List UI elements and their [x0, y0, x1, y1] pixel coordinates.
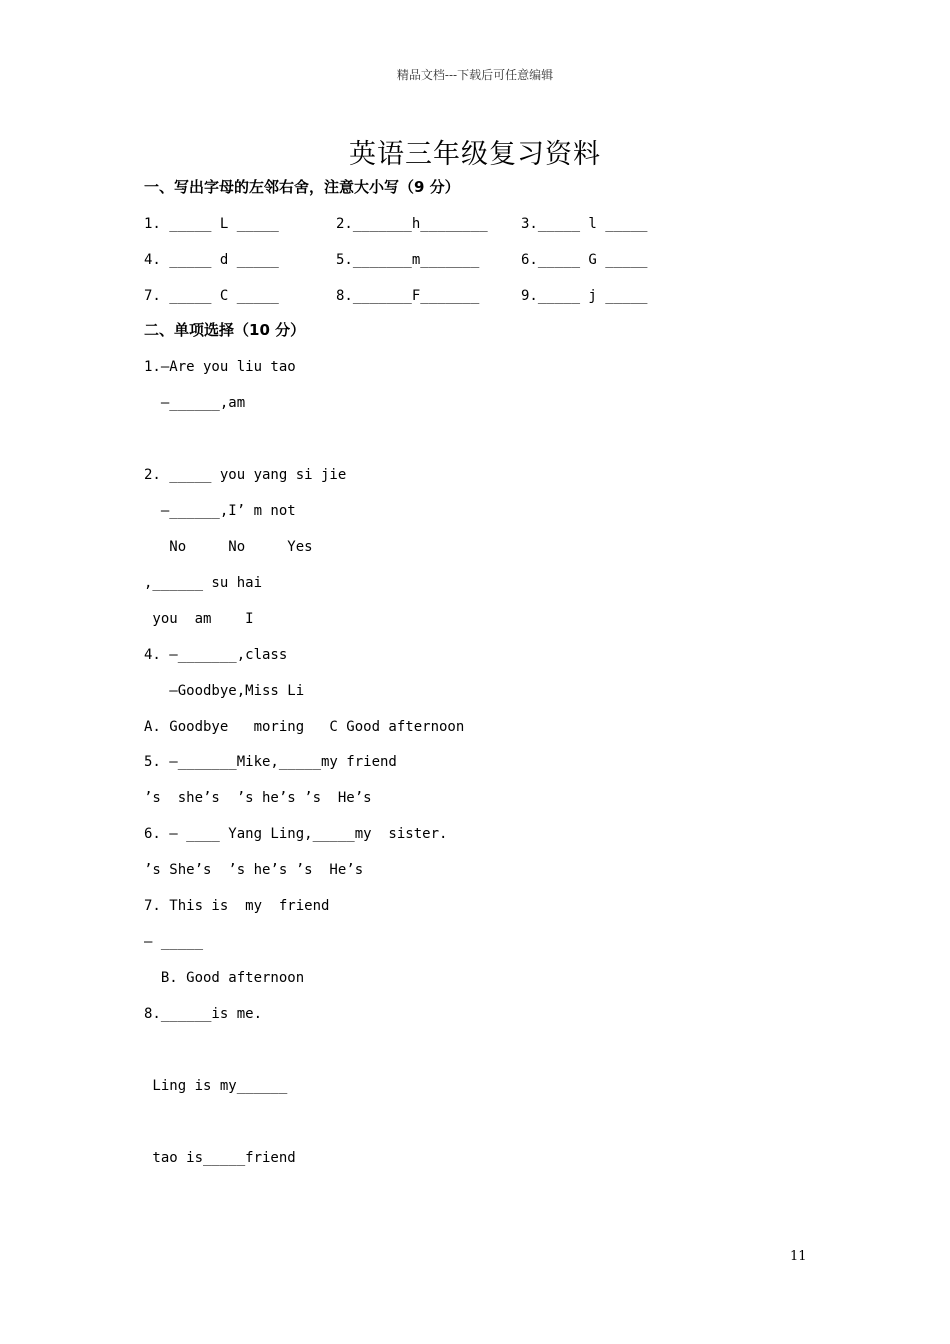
letter-item-2: 2._______h________ [336, 216, 488, 232]
letter-item-9: 9._____ j _____ [521, 288, 648, 304]
question-5-prompt: 5. —_______Mike,_____my friend [144, 754, 397, 770]
page-number: 11 [790, 1249, 807, 1264]
letter-item-7: 7. _____ C _____ [144, 288, 279, 304]
question-3-options: you am I [144, 611, 254, 627]
question-2-prompt: 2. _____ you yang si jie [144, 467, 347, 483]
question-8-prompt: 8.______is me. [144, 1006, 263, 1022]
question-7-prompt: 7. This is my friend [144, 898, 330, 914]
question-5-options: ’s she’s ’s he’s ’s He’s [144, 790, 372, 806]
letter-item-1: 1. _____ L _____ [144, 216, 279, 232]
letter-item-5: 5._______m_______ [336, 252, 480, 268]
question-10-prompt: tao is_____friend [144, 1150, 296, 1166]
question-6-prompt: 6. — ____ Yang Ling,_____my sister. [144, 826, 448, 842]
question-4-prompt: 4. —_______,class [144, 647, 288, 663]
letter-item-8: 8._______F_______ [336, 288, 480, 304]
letter-item-6: 6._____ G _____ [521, 252, 648, 268]
letter-item-4: 4. _____ d _____ [144, 252, 279, 268]
question-7-answer: — _____ [144, 934, 204, 950]
section-2-heading: 二、单项选择（10 分） [144, 321, 306, 339]
question-4-options: A. Goodbye moring C Good afternoon [144, 719, 465, 735]
page-header: 精品文档---下载后可任意编辑 [396, 68, 554, 82]
section-1-heading: 一、写出字母的左邻右舍，注意大小写（9 分） [144, 178, 460, 196]
letter-item-3: 3._____ l _____ [521, 216, 648, 232]
question-2-options: No No Yes [144, 539, 313, 555]
question-1-prompt: 1.—Are you liu tao [144, 359, 296, 375]
question-7-option: B. Good afternoon [144, 970, 305, 986]
question-6-options: ’s She’s ’s he’s ’s He’s [144, 862, 364, 878]
question-9-prompt: Ling is my______ [144, 1078, 288, 1094]
question-1-answer: —______,am [144, 395, 246, 411]
question-4-reply: —Goodbye,Miss Li [144, 683, 305, 699]
question-2-answer: —______,I’ m not [144, 503, 296, 519]
document-title: 英语三年级复习资料 [349, 139, 601, 170]
question-3-prompt: ,______ su hai [144, 575, 263, 591]
